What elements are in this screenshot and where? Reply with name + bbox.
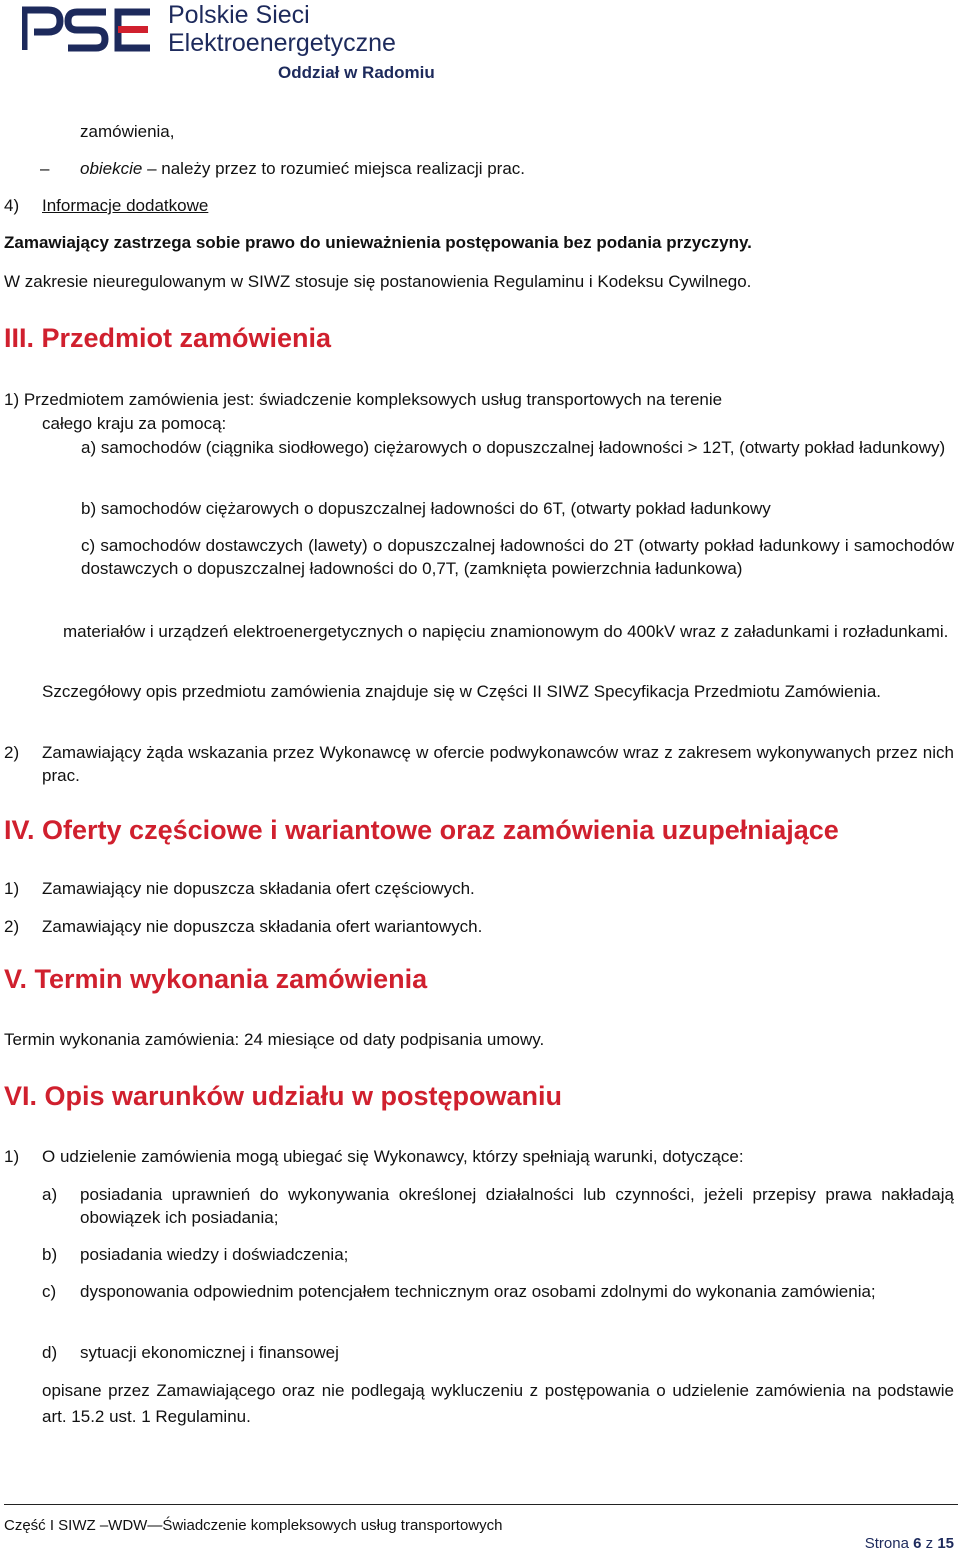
s6-p1-text: O udzielenie zamówienia mogą ubiegać się Wykonawcy, którzy spełniają warunki, dotyczące: — [42, 1147, 744, 1166]
s6-a-text: posiadania uprawnień do wykonywania określonej działalności lub czynności, jeżeli przepisy prawa nakładają obowiązek ich posiadania; — [80, 1185, 954, 1227]
section-6-heading: VI. Opis warunków udziału w postępowaniu — [4, 1081, 563, 1111]
s6-c-label: c) — [42, 1282, 57, 1301]
continuation-text: zamówienia, — [80, 122, 175, 141]
of-word: z — [925, 1535, 934, 1552]
s4-i2-number: 2) — [4, 917, 20, 936]
item4-title: Informacje dodatkowe — [42, 196, 209, 215]
definition-rest: – należy przez to rozumieć miejsca realizacji prac. — [142, 159, 526, 178]
s5-text: Termin wykonania zamówienia: 24 miesiące od daty podpisania umowy. — [4, 1030, 545, 1049]
page-word: Strona — [864, 1535, 909, 1552]
s4-i1-number: 1) — [4, 879, 20, 898]
s3-item-b: b) samochodów ciężarowych o dopuszczalnej ładowności do 6T, (otwarty pokład ładunkowy — [81, 499, 771, 518]
s3-p1-line2: całego kraju za pomocą: — [42, 414, 227, 433]
company-name-line2: Elektroenergetyczne — [168, 29, 396, 57]
s6-d-label: d) — [42, 1343, 58, 1362]
s4-i1-text: Zamawiający nie dopuszcza składania ofert częściowych. — [42, 879, 475, 898]
dash-bullet: – — [40, 159, 50, 178]
section-4-heading: IV. Oferty częściowe i wariantowe oraz zamówienia uzupełniające — [4, 815, 839, 845]
s3-p2-text: Zamawiający żąda wskazania przez Wykonawcę w ofercie podwykonawców wraz z zakresem wykonywanych przez nich prac. — [42, 743, 954, 785]
company-name-line1: Polskie Sieci — [168, 1, 310, 29]
definition-term: obiekcie — [80, 159, 143, 178]
pse-logo-icon — [22, 6, 154, 52]
unregulated-note: W zakresie nieuregulowanym w SIWZ stosuje się postanowienia Regulaminu i Kodeksu Cywilnego. — [4, 272, 752, 291]
s3-materials: materiałów i urządzeń elektroenergetycznych o napięciu znamionowym do 400kV wraz z załadunkami i rozładunkami. — [63, 622, 949, 641]
s6-c-text: dysponowania odpowiednim potencjałem technicznym oraz osobami zdolnymi do wykonania zamówienia; — [80, 1282, 876, 1301]
s6-a-label: a) — [42, 1185, 58, 1204]
s6-b-label: b) — [42, 1245, 58, 1264]
item4-number: 4) — [4, 196, 20, 215]
s3-p1-line1: 1) Przedmiotem zamówienia jest: świadczenie kompleksowych usług transportowych na terenie — [4, 390, 723, 409]
s3-details: Szczegółowy opis przedmiotu zamówienia znajduje się w Części II SIWZ Specyfikacja Przedmiotu Zamówienia. — [42, 682, 882, 701]
s6-b-text: posiadania wiedzy i doświadczenia; — [80, 1245, 349, 1264]
page-number: 6 — [913, 1535, 922, 1552]
section-5-heading: V. Termin wykonania zamówienia — [4, 964, 428, 994]
annulment-note: Zamawiający zastrzega sobie prawo do unieważnienia postępowania bez podania przyczyny. — [4, 233, 752, 252]
s3-item-a: a) samochodów (ciągnika siodłowego) ciężarowych o dopuszczalnej ładowności > 12T, (otwarty pokład ładunkowy) — [81, 438, 946, 457]
page-total: 15 — [937, 1535, 954, 1552]
page-indicator — [865, 1534, 954, 1553]
footer-divider — [4, 1504, 958, 1505]
s4-i2-text: Zamawiający nie dopuszcza składania ofert wariantowych. — [42, 917, 483, 936]
s3-p2-number: 2) — [4, 743, 20, 762]
definition-line — [80, 157, 525, 180]
s6-closing: opisane przez Zamawiającego oraz nie podlegają wykluczeniu z postępowania o udzielenie zamówienia na podstawie art. 15.2 ust. 1 Regulaminu. — [42, 1381, 954, 1426]
branch-name: Oddział w Radomiu — [278, 63, 435, 82]
s6-d-text: sytuacji ekonomicznej i finansowej — [80, 1343, 339, 1362]
section-3-heading: III. Przedmiot zamówienia — [4, 323, 332, 353]
s6-p1-number: 1) — [4, 1147, 20, 1166]
footer-document-title: Część I SIWZ –WDW—Świadczenie kompleksowych usług transportowych — [4, 1517, 503, 1534]
s3-item-c: c) samochodów dostawczych (lawety) o dopuszczalnej ładowności do 2T (otwarty pokład ładunkowy i samochodów dostawczych o dopuszczalnej ładowności do 0,7T, (zamknięta powierzchnia ładunkowa) — [81, 536, 954, 578]
